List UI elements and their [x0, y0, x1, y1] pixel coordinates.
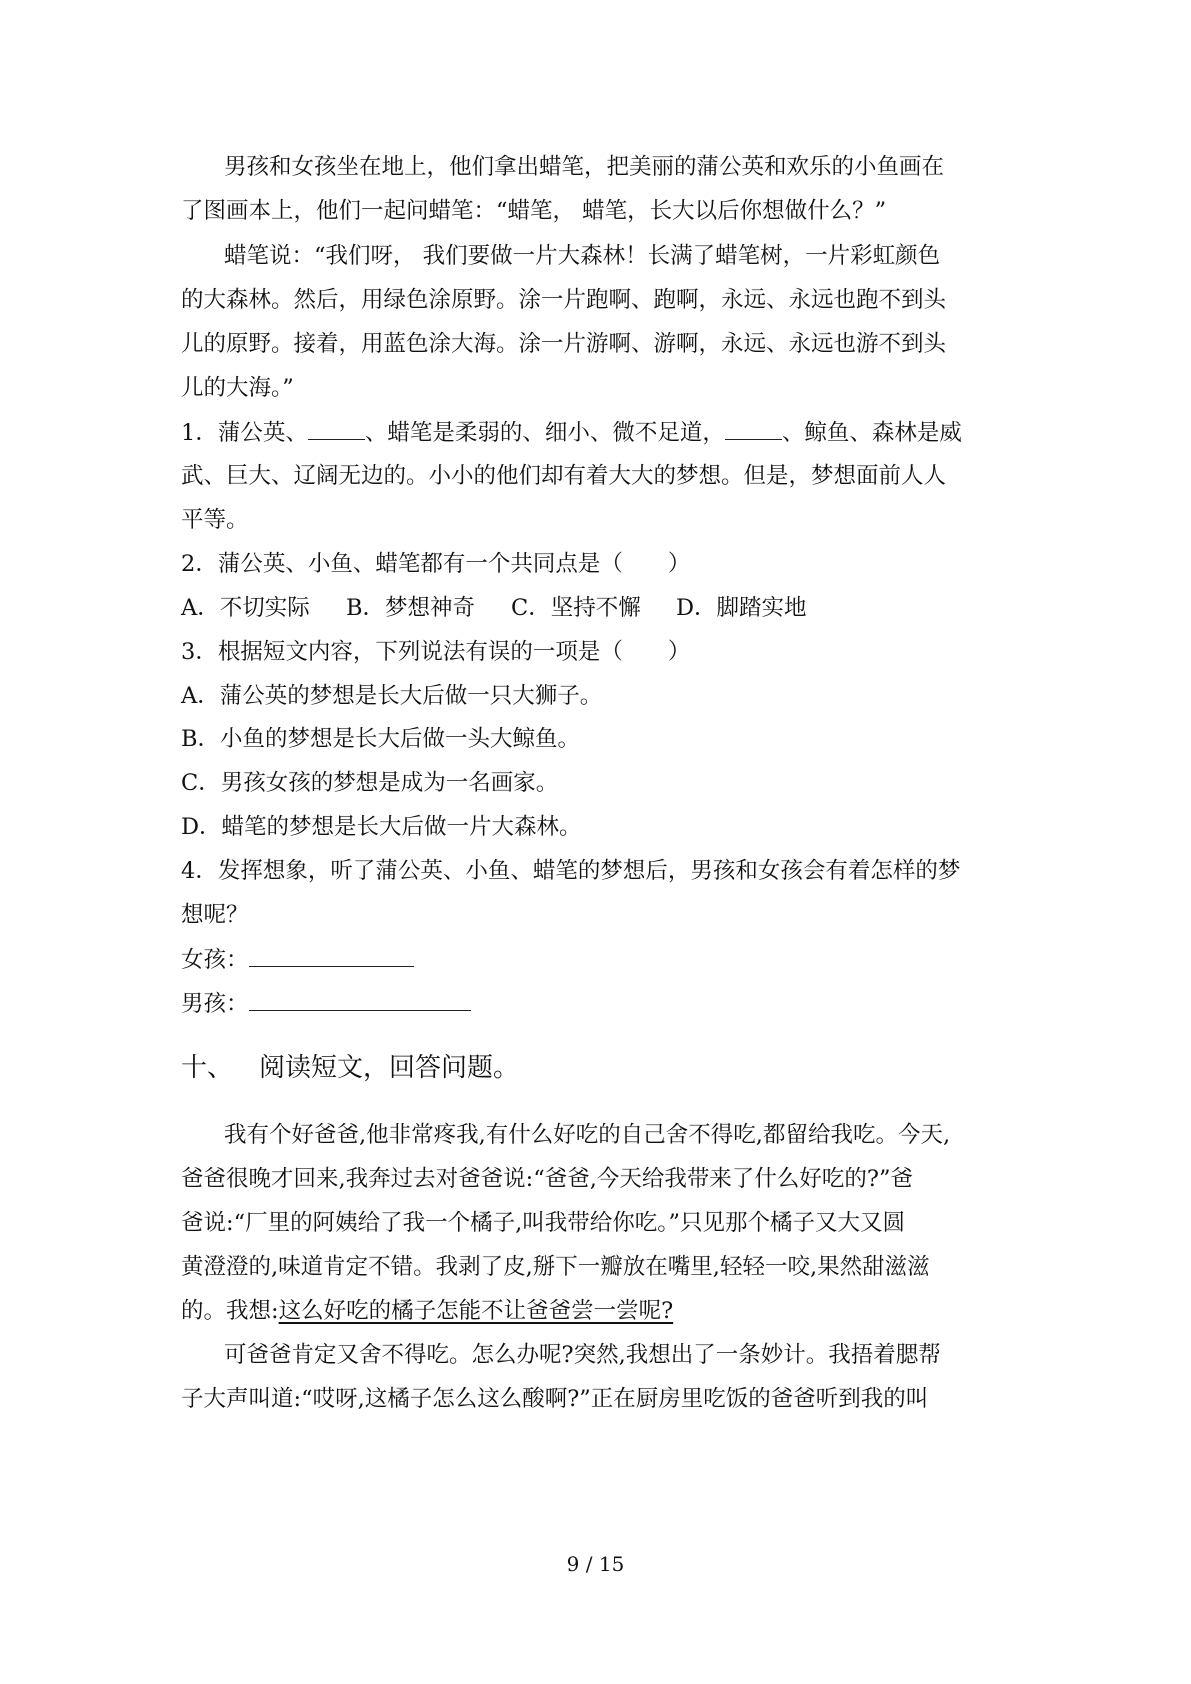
option-c[interactable]: C．坚持不懈: [511, 595, 641, 621]
section-heading: [181, 1051, 519, 1085]
question-2-options: [181, 593, 807, 623]
underlined-sentence: 这么好吃的橘子怎能不让爸爸尝一尝呢?: [278, 1298, 674, 1324]
passage1-line: 了图画本上，他们一起问蜡笔：“蜡笔， 蜡笔，长大以后你想做什么？”: [181, 198, 887, 224]
question-2-stem: 2．蒲公英、小鱼、蜡笔都有一个共同点是（ ）: [181, 551, 691, 577]
option-b[interactable]: B．梦想神奇: [346, 595, 476, 621]
page-number: 9 / 15: [566, 1552, 625, 1576]
question-1-line: 武、巨大、辽阔无边的。小小的他们却有着大大的梦想。但是，梦想面前人人: [181, 463, 947, 489]
fill-blank-1[interactable]: [308, 417, 365, 440]
passage2-line: 黄澄澄的,味道肯定不错。我剥了皮,掰下一瓣放在嘴里,轻轻一咬,果然甜滋滋: [181, 1254, 930, 1280]
boy-label: 男孩：: [181, 991, 249, 1017]
question-1-line: 平等。: [181, 507, 249, 533]
question-4-stem: 想呢？: [181, 902, 249, 928]
passage2-line: 可爸爸肯定又舍不得吃。怎么办呢?突然,我想出了一条妙计。我捂着腮帮: [224, 1342, 941, 1368]
fill-blank-2[interactable]: [725, 417, 782, 440]
girl-answer-blank[interactable]: [249, 944, 414, 967]
question-1-text: 1．蒲公英、: [181, 420, 308, 446]
question-3-stem: 3．根据短文内容，下列说法有误的一项是（ ）: [181, 639, 691, 665]
option-a[interactable]: A．蒲公英的梦想是长大后做一只大狮子。: [181, 683, 603, 709]
passage1-line: 儿的大海。”: [181, 375, 294, 401]
passage1-line: 蜡笔说：“我们呀， 我们要做一片大森林！长满了蜡笔树，一片彩虹颜色: [224, 243, 941, 269]
girl-label: 女孩：: [181, 947, 249, 973]
option-c[interactable]: C．男孩女孩的梦想是成为一名画家。: [181, 770, 559, 796]
section-number: 十、: [181, 1053, 234, 1083]
option-a[interactable]: A．不切实际: [181, 595, 310, 621]
passage2-text: 的。我想:: [181, 1298, 279, 1324]
passage1-line: 男孩和女孩坐在地上，他们拿出蜡笔，把美丽的蒲公英和欢乐的小鱼画在: [224, 154, 945, 180]
passage2-line: 子大声叫道:“哎呀,这橘子怎么这么酸啊?”正在厨房里吃饭的爸爸听到我的叫: [181, 1386, 929, 1412]
passage2-line: 我有个好爸爸,他非常疼我,有什么好吃的自己舍不得吃,都留给我吃。今天,: [224, 1122, 951, 1148]
passage1-line: 的大森林。然后，用绿色涂原野。涂一片跑啊、跑啊，永远、永远也跑不到头: [181, 287, 947, 313]
boy-answer-blank[interactable]: [249, 988, 471, 1011]
question-1-text: 、鲸鱼、森林是威: [781, 420, 962, 446]
question-1-text: 、蜡笔是柔弱的、细小、微不足道，: [364, 420, 725, 446]
section-title: 阅读短文，回答问题。: [259, 1053, 520, 1083]
passage1-line: 儿的原野。接着，用蓝色涂大海。涂一片游啊、游啊，永远、永远也游不到头: [181, 331, 947, 357]
question-4-stem: 4．发挥想象，听了蒲公英、小鱼、蜡笔的梦想后，男孩和女孩会有着怎样的梦: [181, 858, 961, 884]
passage2-line: 爸爸很晚才回来,我奔过去对爸爸说:“爸爸,今天给我带来了什么好吃的?”爸: [181, 1166, 913, 1192]
passage2-line: [181, 1296, 673, 1326]
question-1-line: [181, 417, 962, 448]
answer-boy-row: [181, 988, 471, 1019]
passage2-line: 爸说:“厂里的阿姨给了我一个橘子,叫我带给你吃。”只见那个橘子又大又圆: [181, 1210, 905, 1236]
option-b[interactable]: B．小鱼的梦想是长大后做一头大鲸鱼。: [181, 726, 581, 752]
answer-girl-row: [181, 944, 414, 975]
option-d[interactable]: D．脚踏实地: [676, 595, 807, 621]
option-d[interactable]: D．蜡笔的梦想是长大后做一片大森林。: [181, 814, 582, 840]
